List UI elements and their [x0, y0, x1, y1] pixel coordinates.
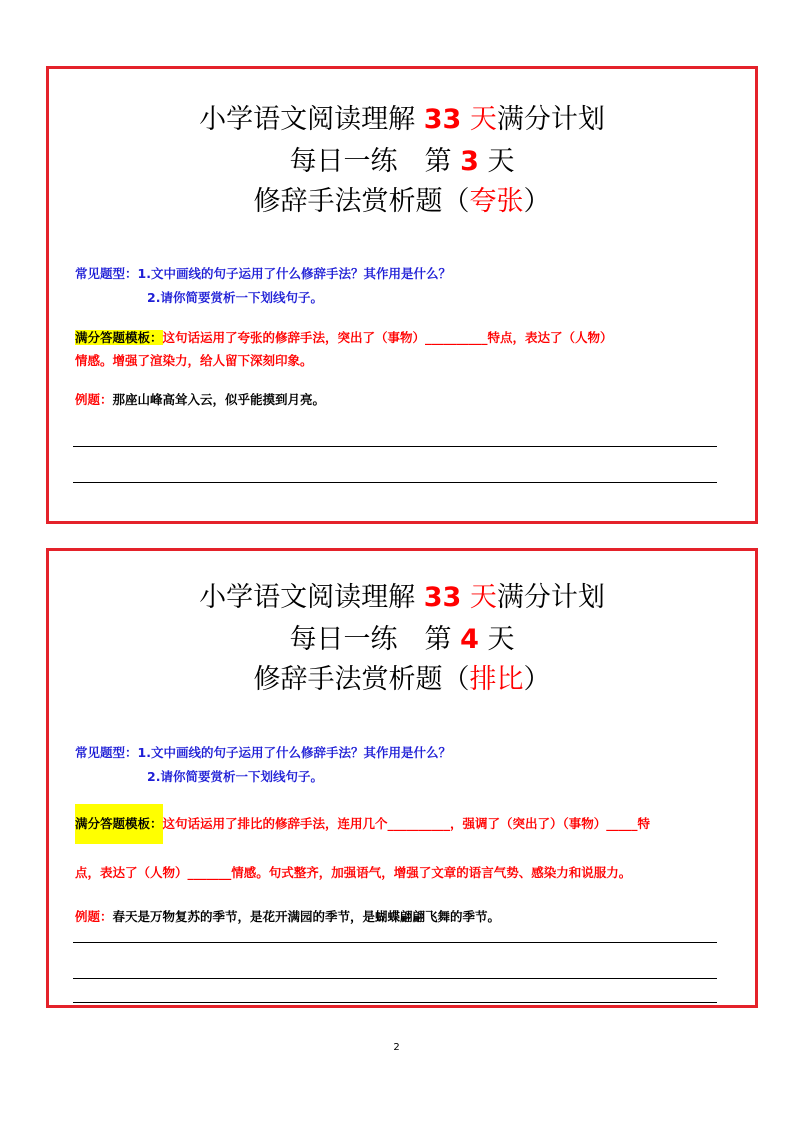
plan-title: 小学语文阅读理解 33 天满分计划	[199, 104, 605, 135]
answer-line[interactable]	[73, 942, 717, 943]
answer-line[interactable]	[73, 1002, 717, 1003]
answer-template-line2: 情感。增强了渲染力，给人留下深刻印象。	[75, 353, 313, 368]
question-1: 1.文中画线的句子运用了什么修辞手法？其作用是什么？	[137, 266, 451, 281]
answer-template-label: 满分答题模板：	[75, 330, 163, 345]
answer-template-line2: 点，表达了（人物）_______情感。句式整齐，加强语气，增强了文章的语言气势、感染力和说服力。	[75, 865, 632, 880]
day-heading: 每日一练 第 4 天	[289, 624, 515, 655]
answer-template-line1: 这句话运用了夸张的修辞手法，突出了（事物）__________特点，表达了（人物）	[162, 330, 613, 345]
example	[75, 907, 725, 925]
question-1: 1.文中画线的句子运用了什么修辞手法？其作用是什么？	[137, 745, 451, 760]
answer-line[interactable]	[73, 482, 717, 483]
example-label: 例题：	[75, 392, 113, 407]
question-2: 2.请你简要赏析一下划线句子。	[147, 290, 323, 305]
answer-template-label: 满分答题模板：	[75, 804, 163, 844]
example-text: 春天是万物复苏的季节，是花开满园的季节，是蝴蝶翩翩飞舞的季节。	[112, 909, 501, 924]
example-label: 例题：	[75, 909, 113, 924]
plan-title: 小学语文阅读理解 33 天满分计划	[199, 582, 605, 613]
question-types-label: 常见题型：	[75, 266, 138, 281]
question-types	[75, 264, 725, 282]
topic-heading: 修辞手法赏析题（排比）	[253, 664, 551, 695]
worksheet-card-day-3	[46, 66, 758, 524]
question-2: 2.请你简要赏析一下划线句子。	[147, 769, 323, 784]
question-types-label: 常见题型：	[75, 745, 138, 760]
topic-heading: 修辞手法赏析题（夸张）	[253, 186, 551, 217]
question-types	[75, 743, 725, 761]
answer-line[interactable]	[73, 446, 717, 447]
page-number: 2	[393, 1042, 400, 1053]
answer-template-line1: 这句话运用了排比的修辞手法，连用几个__________，强调了（突出了）（事物）_____特	[162, 816, 651, 831]
answer-template	[75, 328, 725, 346]
answer-template	[75, 804, 725, 844]
worksheet-card-day-4	[46, 548, 758, 1008]
answer-line[interactable]	[73, 978, 717, 979]
day-heading: 每日一练 第 3 天	[289, 146, 515, 177]
example-text: 那座山峰高耸入云，似乎能摸到月亮。	[112, 392, 326, 407]
example	[75, 390, 725, 408]
